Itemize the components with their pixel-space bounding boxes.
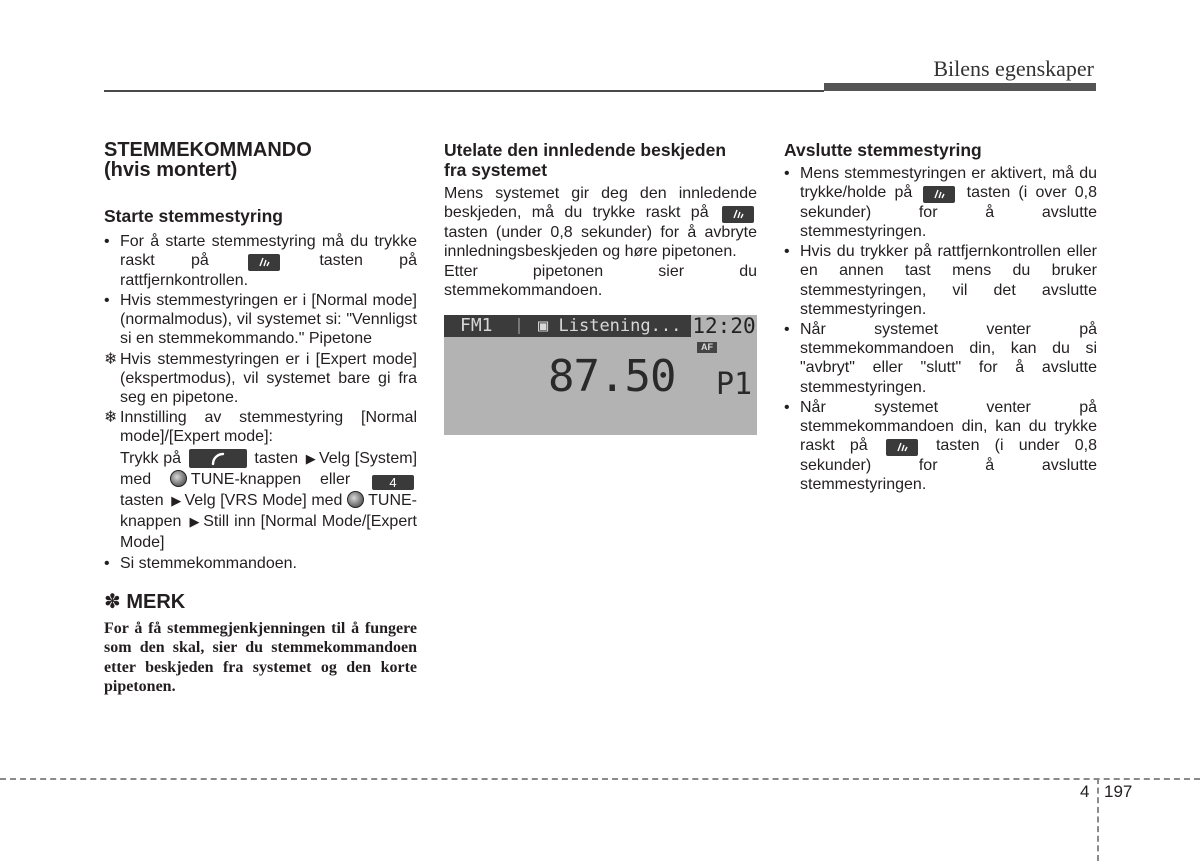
chapter-number: 4 xyxy=(1080,782,1090,801)
tune-knob-icon xyxy=(347,491,364,508)
list-item: • Når systemet venter på stemmekommandoen din, kan du si "avbryt" eller "slutt" for å avslutte stemmestyringen. xyxy=(784,320,1097,396)
bullet-icon: • xyxy=(784,398,790,416)
note-body: For å få stemmegjenkjenningen til å fungere som den skal, sier du stemmekommandoen etter beskjeden fra systemet og den korte pipetonen. xyxy=(104,619,417,696)
arrow-right-icon: ▶ xyxy=(189,513,201,529)
radio-preset: P1 xyxy=(716,366,753,402)
paragraph: Etter pipetonen sier du stemmekommandoen. xyxy=(444,263,757,300)
asterism-icon: ❄ xyxy=(104,409,118,427)
voice-key-icon xyxy=(886,439,918,456)
radio-clock: 12:20 xyxy=(692,314,756,338)
list-item: ❄ Hvis stemmestyringen er i [Expert mode] (ekspertmodus), vil systemet bare gi fra seg en pipetone. xyxy=(104,350,417,406)
footer-rule xyxy=(0,778,1200,780)
subheading-start: Starte stemmestyring xyxy=(104,206,283,226)
arrow-right-icon: ▶ xyxy=(305,450,316,466)
note-heading: ✽ MERK xyxy=(104,590,186,613)
radio-display-image xyxy=(444,315,757,435)
bullet-icon: • xyxy=(104,554,110,572)
voice-key-icon xyxy=(722,206,754,223)
phone-key-icon xyxy=(189,449,247,468)
paragraph: Mens systemet gir deg den innledende beskjeden, må du trykke raskt på tasten (under 0,8 sekunder) for å avbryte innledningsbeskjeden og høre pipetonen. xyxy=(444,185,757,260)
subheading-skip: Utelate den innledende beskjeden fra systemet xyxy=(444,140,727,180)
list-item: • Hvis stemmestyringen er i [Normal mode] (normalmodus), vil systemet si: "Vennligst si en stemmekommando." Pipetone xyxy=(104,291,417,348)
voice-key-icon xyxy=(923,186,955,203)
bullet-icon: • xyxy=(784,243,790,261)
list-item: • Mens stemmestyringen er aktivert, må du trykke/holde på tasten (i over 0,8 sekunder) for å avslutte stemmestyringen. xyxy=(784,165,1097,240)
bullet-icon: • xyxy=(784,320,790,338)
radio-af-indicator: AF xyxy=(697,342,717,353)
voice-key-icon xyxy=(248,254,280,271)
list-item: • For å starte stemmestyring må du trykke raskt på tasten på rattfjernkontrollen. xyxy=(104,233,417,289)
voice-person-icon: ▣ xyxy=(538,315,549,336)
page-number: 197 xyxy=(1104,782,1133,801)
header-rule xyxy=(104,90,824,92)
list-item: • Hvis du trykker på rattfjernkontrollen eller en annen tast mens du bruker stemmestyringen, vil det avslutte stemmestyringen. xyxy=(784,243,1097,318)
list-item: ❄ Innstilling av stemmestyring [Normal mode]/[Expert mode]: xyxy=(104,409,417,446)
section-title: Bilens egenskaper xyxy=(933,56,1094,81)
arrow-right-icon: ▶ xyxy=(171,492,182,508)
list-item: • Når systemet venter på stemmekommandoen din, kan du trykke raskt på tasten (i under 0,8 sekunder) for å avslutte stemmestyringen. xyxy=(784,398,1098,493)
main-heading: STEMMEKOMMANDO (hvis montert) xyxy=(104,139,312,181)
instruction-steps: Trykk på tasten ▶ Velg [System] med TUNE-knappen eller 4 tasten ▶ Velg [VRS Mode] med TUNE-knappen ▶ Still inn [Normal Mode/[Expert Mode] xyxy=(120,449,418,551)
radio-frequency: 87.50 xyxy=(548,350,676,402)
list-item: • Si stemmekommandoen. xyxy=(104,554,297,572)
note-mark-icon: ✽ xyxy=(104,590,121,613)
radio-divider xyxy=(518,318,520,334)
column-middle xyxy=(444,140,757,435)
column-left xyxy=(104,140,417,697)
key-4-icon: 4 xyxy=(372,475,414,490)
footer-divider xyxy=(1097,778,1099,861)
radio-listening-status: ▣ Listening... xyxy=(538,315,682,336)
bullet-icon: • xyxy=(784,165,790,182)
bullet-icon: • xyxy=(104,291,110,309)
tune-knob-icon xyxy=(170,470,187,487)
asterism-icon: ❄ xyxy=(104,350,118,368)
column-right xyxy=(784,140,1097,495)
header-rule-accent xyxy=(824,83,1096,91)
bullet-icon: • xyxy=(104,233,110,250)
subheading-end: Avslutte stemmestyring xyxy=(784,140,982,160)
radio-band: FM1 xyxy=(460,314,493,336)
